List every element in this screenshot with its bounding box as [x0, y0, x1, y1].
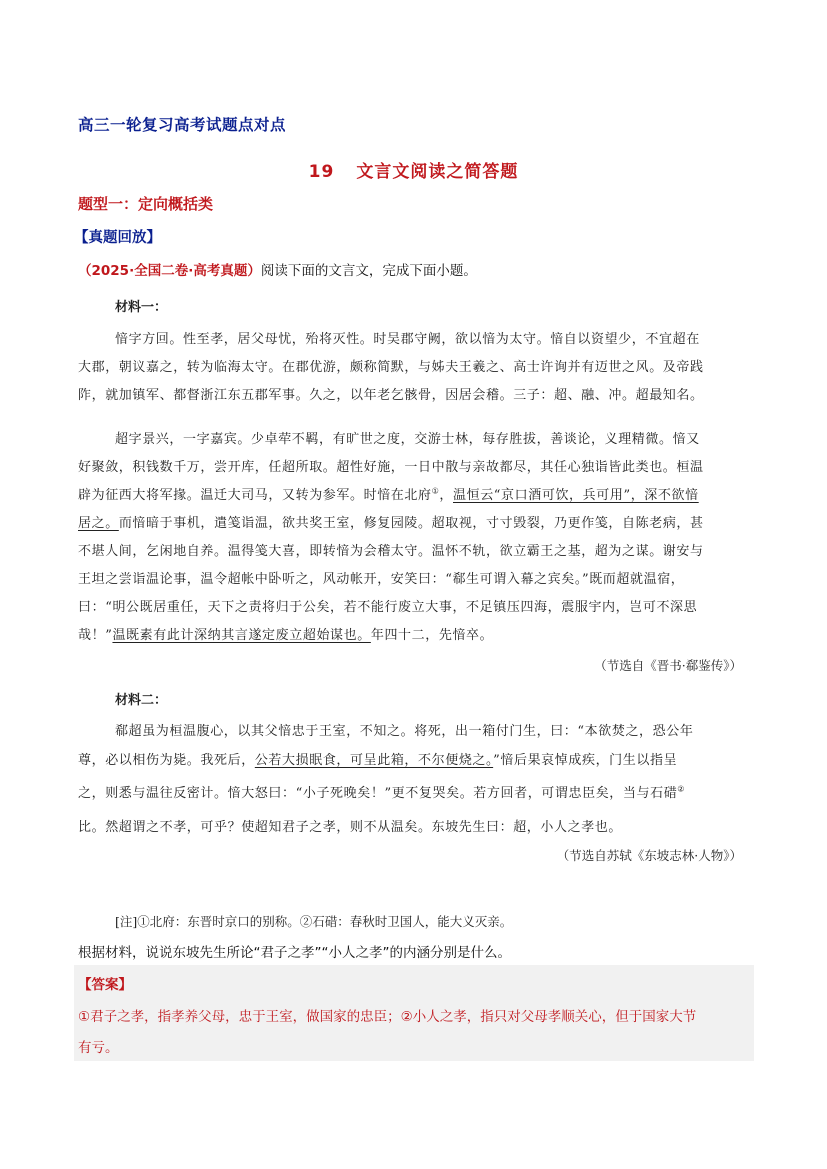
- material1-p1-line: 大郡，朝议嘉之，转为临海太守。在郡优游，颇称简默，与姊夫王羲之、高士许询并有迈世之风。及帝践: [78, 360, 704, 375]
- material1-p2-line: [78, 624, 748, 643]
- material1-p2-line: 王坦之尝诣温论事，温令超帐中卧听之，风动帐开，安笑曰：“郗生可谓入幕之宾矣。”既而超就温宿，: [78, 572, 685, 587]
- zhenti-label: 【真题回放】: [74, 230, 161, 246]
- answer-label: 【答案】: [78, 977, 132, 993]
- material1-p2-line: [78, 484, 748, 503]
- answer-line: ①君子之孝，指孝养父母，忠于王室，做国家的忠臣；②小人之孝，指只对父母孝顺关心，但于国家大节: [78, 1009, 697, 1025]
- material2-source: （节选自苏轼《东坡志林·人物》）: [556, 848, 742, 863]
- material1-source: （节选自《晋书·郗鉴传》）: [594, 658, 742, 673]
- underlined-sentence: 居之。: [78, 516, 119, 531]
- material1-p2-line: 好聚敛，积钱数千万，尝开库，任超所取。超性好施，一日中散与亲故都尽，其任心独诣皆此类也。桓温: [78, 460, 704, 475]
- footnote-marker-2: ②: [677, 784, 686, 794]
- chapter-title: [0, 157, 827, 182]
- underlined-sentence: 温恒云“京口酒可饮，兵可用”，深不欲愔: [453, 488, 699, 503]
- material1-p2-line: 曰：“明公既居重任，天下之责将归于公矣，若不能行废立大事，不足镇压四海，震服宇内，岂可不深思: [78, 600, 698, 615]
- footnotes: [注]①北府：东晋时京口的别称。②石碏：春秋时卫国人，能大义灭亲。: [115, 914, 513, 929]
- text-segment: ，: [439, 488, 453, 503]
- material1-p2-line: 不堪人间，乞闲地自养。温得笺大喜，即转愔为会稽太守。温怀不轨，欲立霸王之基，超为之谋。谢安与: [78, 544, 704, 559]
- footnote-marker-1: ①: [431, 486, 440, 496]
- text-segment: 哉！”: [78, 628, 113, 643]
- underlined-sentence: 公若大损眠食，可呈此箱，不尔便烧之。: [254, 753, 494, 768]
- text-segment: 而愔暗于事机，遣笺诣温，欲共奖王室，修复园陵。超取视，寸寸毁裂，乃更作笺，自陈老病，甚: [118, 516, 704, 531]
- chapter-number: 19: [308, 162, 335, 182]
- material1-title: 材料一：: [115, 300, 168, 315]
- instruction-text: 阅读下面的文言文，完成下面小题。: [260, 263, 477, 279]
- answer-line: 有亏。: [78, 1040, 119, 1056]
- chapter-title-text: 文言文阅读之简答题: [356, 162, 519, 182]
- text-segment: 之，则悉与温往反密计。愔大怒曰：“小子死晚矣！”更不复哭矣。若方回者，可谓忠臣矣，当与石碏: [78, 786, 678, 801]
- exam-source-tag: （2025·全国二卷·高考真题）: [78, 263, 261, 279]
- text-segment: 辟为征西大将军掾。温迁大司马，又转为参军。时愔在北府: [78, 488, 432, 503]
- material2-line: 比。然超谓之不孝，可乎？使超知君子之孝，则不从温矣。东坡先生曰：超，小人之孝也。: [78, 820, 623, 835]
- material2-title: 材料二：: [115, 693, 168, 708]
- question-type-heading: 题型一：定向概括类: [78, 195, 214, 213]
- material2-line: 郗超虽为桓温腹心，以其父愔忠于王室，不知之。将死，出一箱付门生，曰：“本欲焚之，恐公年: [115, 724, 694, 739]
- material1-p1-line: 愔字方回。性至孝，居父母忧，殆将灭性。时吴郡守阙，欲以愔为太守。愔自以资望少，不宜超在: [115, 332, 700, 347]
- question-intro: [78, 259, 477, 279]
- material2-line: [78, 782, 748, 801]
- text-segment: ”愔后果哀悼成疾，门生以指呈: [493, 753, 678, 768]
- text-segment: 年四十二，先愔卒。: [370, 628, 494, 643]
- question-text: 根据材料，说说东坡先生所论“君子之孝”“小人之孝”的内涵分别是什么。: [78, 945, 511, 961]
- material1-p2-line: 超字景兴，一字嘉宾。少卓荦不羁，有旷世之度，交游士林，每存胜拔，善谈论，义理精微。愔又: [115, 432, 700, 447]
- material2-line: [78, 749, 748, 768]
- material1-p1-line: 阼，就加镇军、都督浙江东五郡军事。久之，以年老乞骸骨，因居会稽。三子：超、融、冲。超最知名。: [78, 388, 704, 403]
- text-segment: 尊，必以相伤为毙。我死后，: [78, 753, 255, 768]
- series-title: 高三一轮复习高考试题点对点: [78, 116, 287, 134]
- underlined-sentence: 温既素有此计深纳其言遂定废立超始谋也。: [112, 628, 371, 643]
- material1-p2-line: [78, 512, 748, 531]
